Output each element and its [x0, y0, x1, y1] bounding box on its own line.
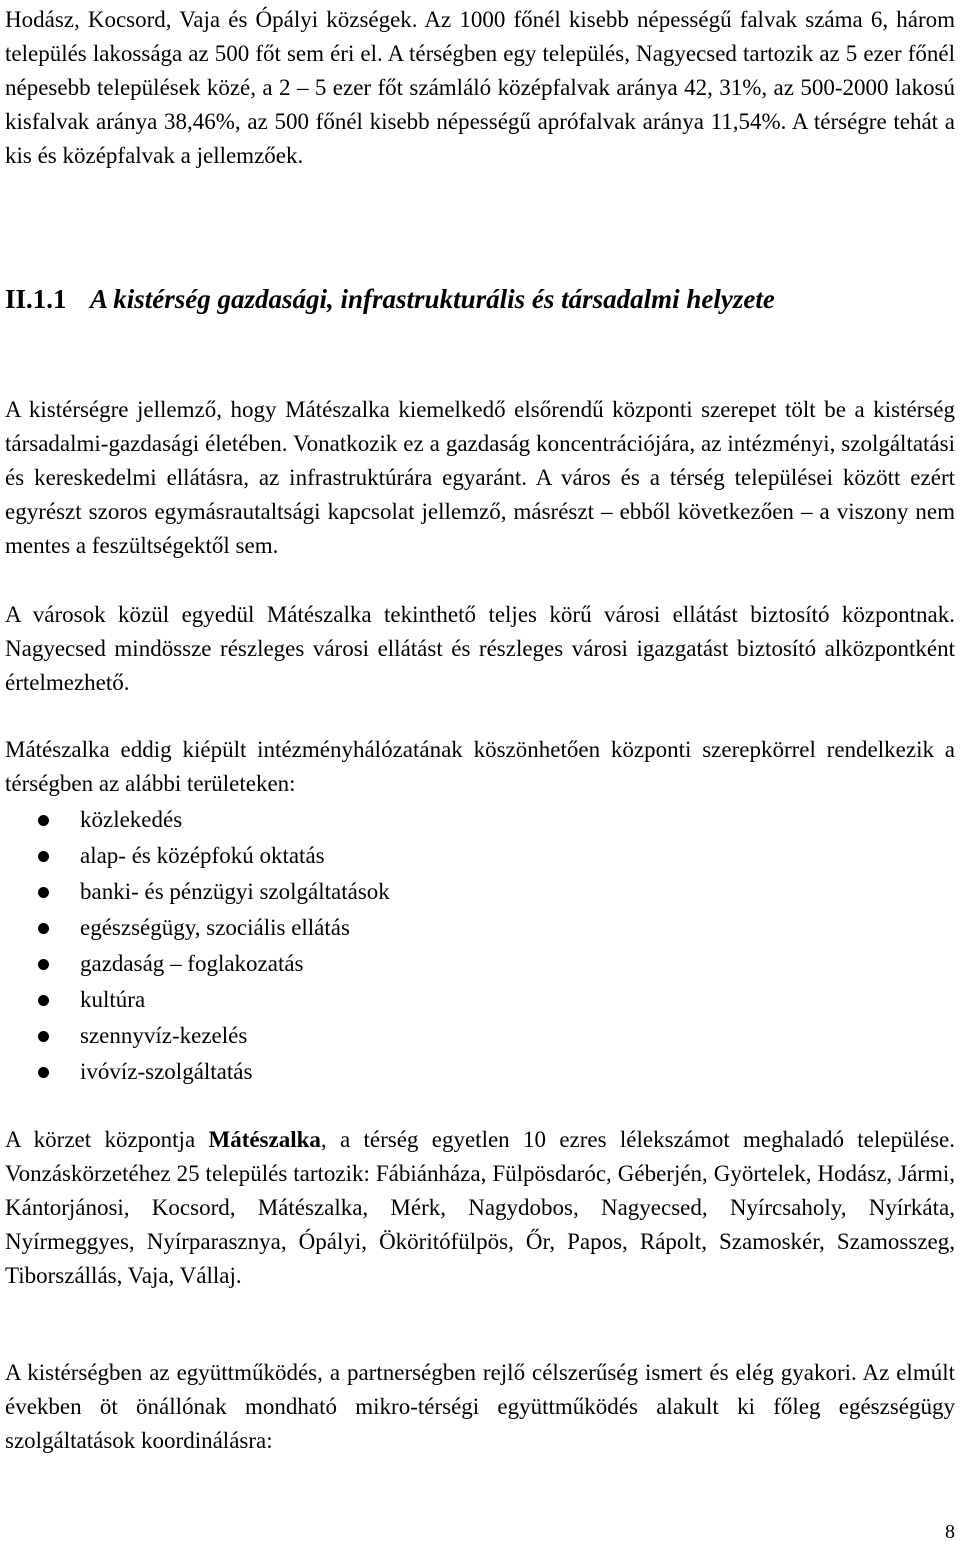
intro-paragraph: Hodász, Kocsord, Vaja és Ópályi községek. Az 1000 főnél kisebb népességű falvak száma 6, három település lakossága az 500 főt sem éri el. A térségben egy település, Nagyecsed tartozik az 5 ezer főnél népesebb települések közé, a 2 – 5 ezer főt számláló középfalvak aránya 42, 31%, az 500-2000 lakosú kisfalvak aránya 38,46%, az 500 főnél kisebb népességű aprófalvak aránya 11,54%. A térségre tehát a kis és középfalvak a jellemzőek.	[5, 7, 955, 168]
section-number: II.1.1	[5, 284, 67, 314]
bullet-icon	[38, 995, 49, 1006]
center-text-pre: A körzet központja	[5, 1127, 209, 1152]
bullet-icon	[38, 1031, 49, 1042]
list-item	[5, 982, 390, 1018]
list-item	[5, 802, 390, 838]
section-heading	[5, 279, 955, 319]
list-item-text: gazdaság – foglakozatás	[80, 951, 304, 976]
bullet-icon	[38, 851, 49, 862]
situation-paragraph-1: A kistérségre jellemző, hogy Mátészalka kiemelkedő elsőrendű központi szerepet tölt be a kistérség társadalmi-gazdasági életében. Vonatkozik ez a gazdaság koncentrációjára, az intézményi, szolgáltatási és kereskedelmi ellátásra, az infrastruktúrára egyaránt. A város és a térség települései között ezért egyrészt szoros egymásrautaltsági kapcsolat jellemző, másrészt – ebből következően – a viszony nem mentes a feszültségektől sem.	[5, 397, 955, 558]
center-town-name: Mátészalka	[208, 1127, 321, 1152]
page-number: 8	[945, 1521, 955, 1543]
center-text-post: , a térség egyetlen 10 ezres lélekszámot meghaladó települése. Vonzáskörzetéhez 25 település tartozik: Fábiánháza, Fülpösdaróc, Géberjén, Györtelek, Hodász, Jármi, Kántorjánosi, Kocsord, Mátészalka, Mérk, Nagydobos, Nagyecsed, Nyírcsaholy, Nyírkáta, Nyírmeggyes, Nyírparasznya, Ópályi, Ököritófülpös, Őr, Papos, Rápolt, Szamoskér, Szamosszeg, Tiborszállás, Vaja, Vállaj.	[5, 1127, 955, 1288]
list-item	[5, 838, 390, 874]
list-item	[5, 1054, 390, 1090]
bullet-icon	[38, 887, 49, 898]
list-item-text: ivóvíz-szolgáltatás	[80, 1059, 253, 1084]
section-title: A kistérség gazdasági, infrastrukturális és társadalmi helyzete	[90, 284, 775, 314]
list-intro-paragraph: Mátészalka eddig kiépült intézményhálózatának köszönhetően központi szerepkörrel rendelkezik a térségben az alábbi területeken:	[5, 737, 955, 796]
list-item-text: szennyvíz-kezelés	[80, 1023, 248, 1048]
central-role-list	[5, 802, 390, 1090]
list-item	[5, 874, 390, 910]
district-center-paragraph	[5, 1123, 955, 1293]
list-item-text: közlekedés	[80, 807, 183, 832]
list-item-text: alap- és középfokú oktatás	[80, 843, 325, 868]
list-item-text: banki- és pénzügyi szolgáltatások	[80, 879, 390, 904]
situation-paragraph-2: A városok közül egyedül Mátészalka tekinthető teljes körű városi ellátást biztosító központnak. Nagyecsed mindössze részleges városi ellátást és részleges városi igazgatást biztosító alközpontként értelmezhető.	[5, 602, 955, 695]
list-item	[5, 1018, 390, 1054]
cooperation-paragraph: A kistérségben az együttműködés, a partnerségben rejlő célszerűség ismert és elég gyakori. Az elmúlt években öt önállónak mondható mikro-térségi együttműködés alakult ki főleg egészségügy szolgáltatások koordinálásra:	[5, 1360, 955, 1453]
list-item	[5, 910, 390, 946]
list-item	[5, 946, 390, 982]
list-item-text: kultúra	[80, 987, 146, 1012]
bullet-icon	[38, 1067, 49, 1078]
bullet-icon	[38, 923, 49, 934]
list-item-text: egészségügy, szociális ellátás	[80, 915, 350, 940]
bullet-icon	[38, 815, 49, 826]
bullet-icon	[38, 959, 49, 970]
